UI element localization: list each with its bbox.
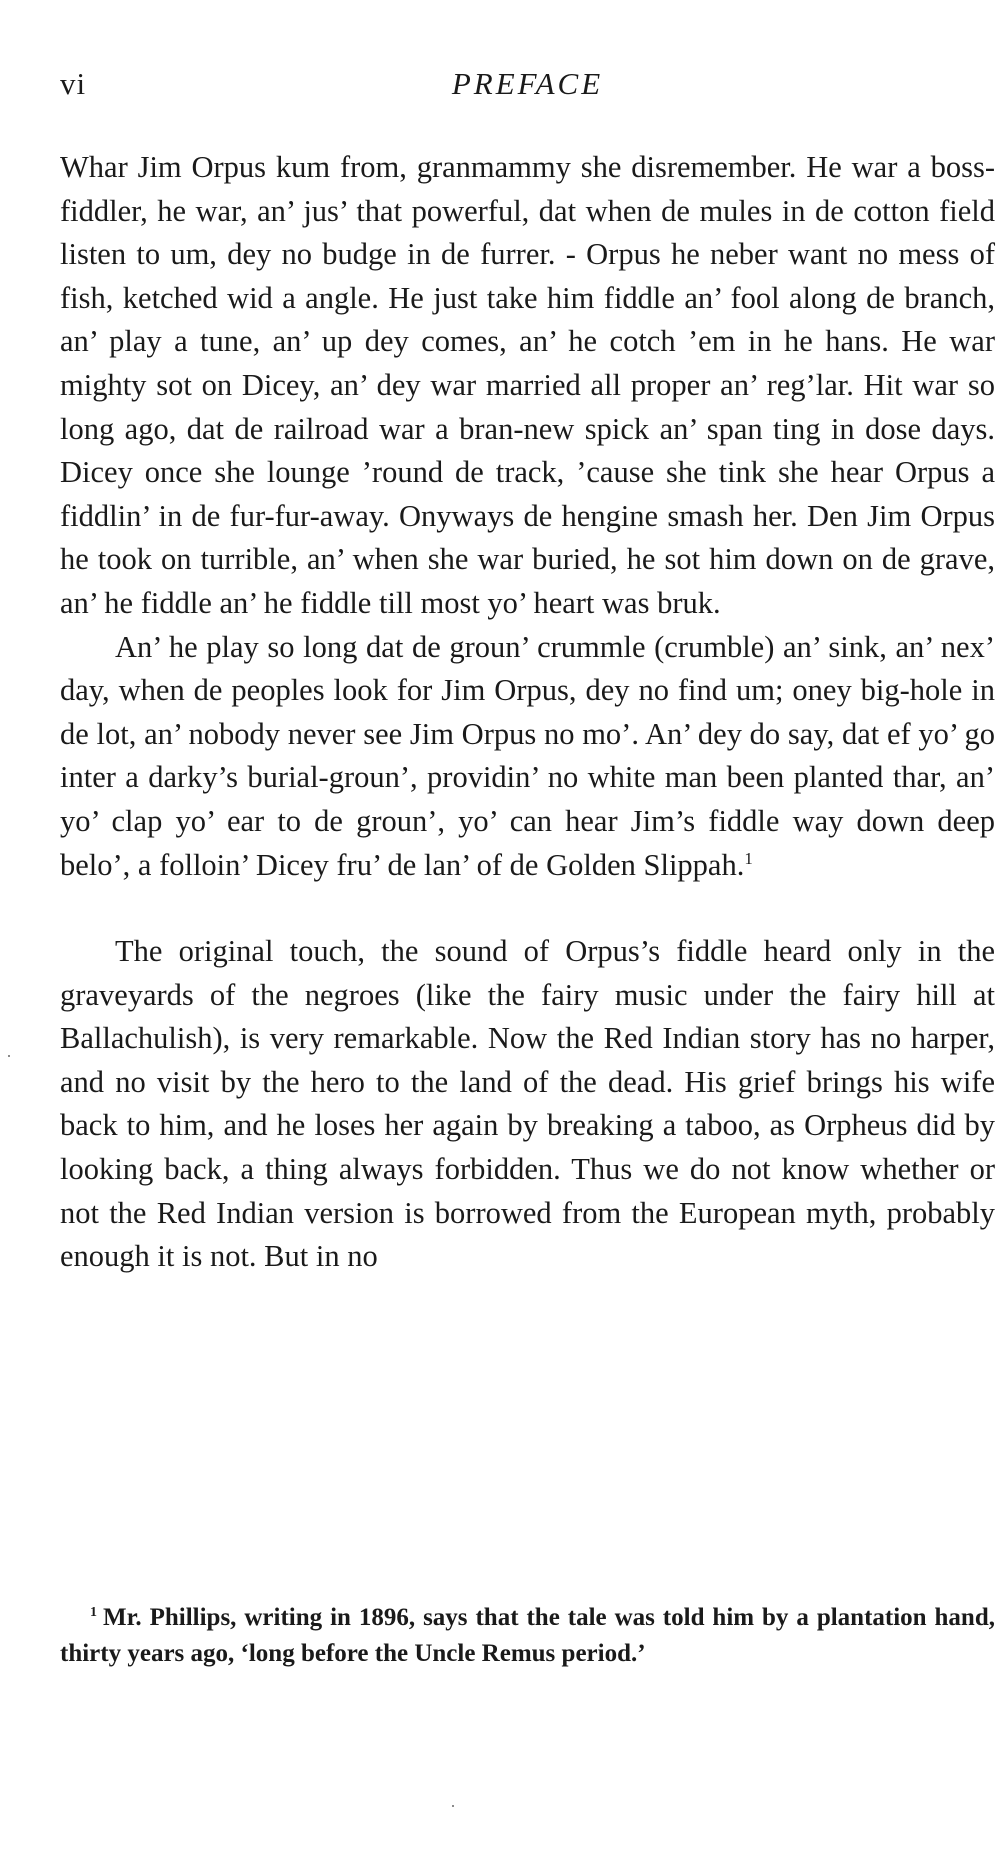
running-head: PREFACE	[451, 66, 604, 101]
paragraph-commentary: The original touch, the sound of Orpus’s fiddle heard only in the graveyards of the negroes (like the fairy music under the fairy hill at Ballachulish), is very remarkable. Now the Red Indian story has no harper, and no visit by the hero to the land of the dead. His grief brings his wife back to him, and he loses her again by breaking a taboo, as Orpheus did by looking back, a thing always forbidden. Thus we do not know whether or not the Red Indian version is borrowed from the European myth, probably enough it is not. But in no	[60, 934, 995, 1274]
footnote-mark: 1	[90, 1604, 97, 1620]
footnote-text: Mr. Phillips, writing in 1896, says that the tale was told him by a plantation hand, thirty years ago, ‘long before the Uncle Remus period.’	[60, 1604, 995, 1667]
print-speck	[8, 1055, 10, 1057]
book-page	[60, 0, 995, 1874]
page-number: vi	[60, 66, 87, 101]
print-speck	[452, 1805, 454, 1807]
footnotes	[60, 1600, 995, 1672]
paragraph-orpus-tale-2: An’ he play so long dat de groun’ crummle (crumble) an’ sink, an’ nex’ day, when de peoples look for Jim Orpus, dey no find um; oney big-hole in de lot, an’ nobody never see Jim Orpus no mo’. An’ dey do say, dat ef yo’ go inter a darky’s burial-groun’, providin’ no white man been planted thar, an’ yo’ clap yo’ ear to de groun’, yo’ can hear Jim’s fiddle way down deep belo’, a folloin’ Dicey fru’ de lan’ of de Golden Slippah.$^1$	[60, 629, 995, 882]
footnote	[60, 1600, 995, 1672]
body-text	[60, 146, 995, 1279]
page-header	[60, 66, 995, 106]
paragraph-orpus-tale-1: Whar Jim Orpus kum from, granmammy she disremember. He war a boss-fiddler, he war, an’ jus’ that powerful, dat when de mules in de cotton field listen to um, dey no budge in de furrer. - Orpus he neber want no mess of fish, ketched wid a angle. He just take him fiddle an’ fool along de branch, an’ play a tune, an’ up dey comes, an’ he cotch ’em in he hans. He war mighty sot on Dicey, an’ dey war married all proper an’ reg’lar. Hit war so long ago, dat de railroad war a bran-new spick an’ span ting in dose days. Dicey once she lounge ’round de track, ’cause she tink she hear Orpus a fiddlin’ in de fur-fur-away. Onyways de hengine smash her. Den Jim Orpus he took on turrible, an’ when she war buried, he sot him down on de grave, an’ he fiddle an’ he fiddle till most yo’ heart was bruk.	[60, 150, 995, 620]
footnote-reference[interactable]: 1	[744, 848, 753, 868]
